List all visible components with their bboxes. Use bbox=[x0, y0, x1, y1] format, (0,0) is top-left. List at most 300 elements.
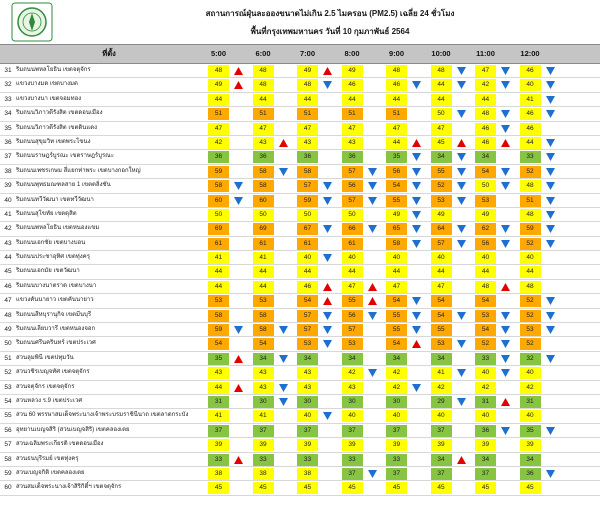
row-number: 44 bbox=[4, 254, 12, 262]
pm25-value-cell: 44 bbox=[342, 94, 363, 106]
pm25-value-cell: 37 bbox=[475, 468, 496, 480]
pm25-value-cell: 55 bbox=[431, 324, 452, 336]
triangle-down-icon bbox=[323, 182, 332, 190]
pm25-value-cell: 52 bbox=[520, 338, 541, 350]
pm25-value-cell: 40 bbox=[431, 410, 452, 422]
triangle-up-icon bbox=[368, 283, 377, 291]
pm25-value-cell: 40 bbox=[520, 79, 541, 91]
time-column-header: 8:00 bbox=[344, 49, 360, 58]
triangle-down-icon bbox=[546, 240, 555, 248]
station-name: แขวงบางนา เขตจอมทอง bbox=[16, 95, 82, 102]
triangle-down-icon bbox=[234, 197, 243, 205]
table-row bbox=[0, 150, 600, 164]
pm25-value-cell: 53 bbox=[297, 338, 318, 350]
pm25-value-cell: 31 bbox=[475, 396, 496, 408]
row-number: 39 bbox=[4, 182, 12, 190]
row-number: 36 bbox=[4, 138, 12, 146]
pm25-value-cell: 58 bbox=[208, 310, 229, 322]
pm25-value-cell: 52 bbox=[520, 238, 541, 250]
pm25-value-cell: 42 bbox=[342, 367, 363, 379]
pm25-value-cell: 45 bbox=[431, 482, 452, 494]
pm25-value-cell: 38 bbox=[253, 468, 274, 480]
table-row bbox=[0, 165, 600, 179]
triangle-up-icon bbox=[234, 355, 243, 363]
triangle-down-icon bbox=[457, 168, 466, 176]
pm25-value-cell: 37 bbox=[208, 425, 229, 437]
pm25-value-cell: 46 bbox=[475, 123, 496, 135]
pm25-value-cell: 40 bbox=[475, 367, 496, 379]
station-name: สวนวชิรเบญจทัศ เขตจตุจักร bbox=[16, 369, 90, 376]
triangle-down-icon bbox=[501, 355, 510, 363]
pm25-value-cell: 34 bbox=[431, 353, 452, 365]
triangle-down-icon bbox=[457, 110, 466, 118]
readings-table bbox=[0, 64, 600, 496]
row-number: 32 bbox=[4, 81, 12, 89]
pm25-value-cell: 67 bbox=[297, 223, 318, 235]
time-column-header: 10:00 bbox=[431, 49, 451, 58]
pm25-value-cell: 61 bbox=[342, 238, 363, 250]
row-number: 51 bbox=[4, 354, 12, 362]
triangle-down-icon bbox=[323, 312, 332, 320]
pm25-value-cell: 64 bbox=[431, 223, 452, 235]
triangle-down-icon bbox=[457, 398, 466, 406]
pm25-value-cell: 60 bbox=[253, 195, 274, 207]
station-name: สวนหลวง ร.9 เขตประเวศ bbox=[16, 397, 83, 404]
row-number: 43 bbox=[4, 239, 12, 247]
pm25-value-cell: 34 bbox=[297, 353, 318, 365]
triangle-down-icon bbox=[501, 369, 510, 377]
pm25-value-cell: 53 bbox=[431, 195, 452, 207]
table-row bbox=[0, 424, 600, 438]
pm25-value-cell: 36 bbox=[253, 151, 274, 163]
triangle-up-icon bbox=[323, 283, 332, 291]
pm25-value-cell: 57 bbox=[342, 324, 363, 336]
row-number: 45 bbox=[4, 268, 12, 276]
station-name: ริมถนนศรีนครินทร์ เขตประเวศ bbox=[16, 340, 96, 347]
pm25-value-cell: 42 bbox=[520, 382, 541, 394]
table-row bbox=[0, 409, 600, 423]
pm25-value-cell: 47 bbox=[431, 281, 452, 293]
station-name: แขวงคันนายาว เขตคันนายาว bbox=[16, 297, 94, 304]
report-title: สถานการณ์ฝุ่นละอองขนาดไม่เกิน 2.5 ไมครอน (PM2.5) เฉลี่ย 24 ชั่วโมง bbox=[205, 9, 455, 18]
pm25-value-cell: 44 bbox=[208, 94, 229, 106]
pm25-value-cell: 43 bbox=[297, 137, 318, 149]
pm25-value-cell: 44 bbox=[520, 137, 541, 149]
triangle-down-icon bbox=[546, 211, 555, 219]
triangle-down-icon bbox=[412, 81, 421, 89]
pm25-value-cell: 30 bbox=[253, 396, 274, 408]
triangle-down-icon bbox=[457, 312, 466, 320]
pm25-value-cell: 36 bbox=[520, 468, 541, 480]
pm25-value-cell: 65 bbox=[386, 223, 407, 235]
triangle-up-icon bbox=[234, 456, 243, 464]
pm25-value-cell: 47 bbox=[342, 281, 363, 293]
triangle-down-icon bbox=[501, 427, 510, 435]
pm25-value-cell: 45 bbox=[342, 482, 363, 494]
location-column-header: ที่ตั้ง bbox=[102, 49, 116, 58]
pm25-value-cell: 60 bbox=[208, 195, 229, 207]
pm25-value-cell: 55 bbox=[431, 166, 452, 178]
pm25-value-cell: 46 bbox=[520, 108, 541, 120]
pm25-value-cell: 47 bbox=[342, 123, 363, 135]
pm25-value-cell: 34 bbox=[431, 454, 452, 466]
pm25-value-cell: 47 bbox=[208, 123, 229, 135]
row-number: 56 bbox=[4, 426, 12, 434]
pm25-value-cell: 37 bbox=[297, 425, 318, 437]
pm25-value-cell: 44 bbox=[342, 266, 363, 278]
pm25-value-cell: 42 bbox=[208, 137, 229, 149]
pm25-value-cell: 44 bbox=[520, 266, 541, 278]
pm25-value-cell: 57 bbox=[297, 310, 318, 322]
pm25-value-cell: 69 bbox=[253, 223, 274, 235]
pm25-value-cell: 54 bbox=[297, 295, 318, 307]
table-row bbox=[0, 294, 600, 308]
triangle-down-icon bbox=[546, 110, 555, 118]
pm25-value-cell: 54 bbox=[431, 295, 452, 307]
pm25-value-cell: 48 bbox=[297, 79, 318, 91]
triangle-down-icon bbox=[279, 326, 288, 334]
pm25-value-cell: 35 bbox=[208, 353, 229, 365]
triangle-up-icon bbox=[234, 81, 243, 89]
pm25-value-cell: 52 bbox=[520, 166, 541, 178]
row-number: 37 bbox=[4, 153, 12, 161]
triangle-down-icon bbox=[368, 225, 377, 233]
table-row bbox=[0, 136, 600, 150]
pm25-value-cell: 51 bbox=[342, 108, 363, 120]
pm25-value-cell: 48 bbox=[520, 180, 541, 192]
pm25-value-cell: 33 bbox=[386, 454, 407, 466]
pm25-value-cell: 40 bbox=[431, 252, 452, 264]
pm25-value-cell: 48 bbox=[386, 65, 407, 77]
pm25-value-cell: 57 bbox=[342, 195, 363, 207]
row-number: 34 bbox=[4, 110, 12, 118]
pm25-value-cell: 41 bbox=[208, 252, 229, 264]
pm25-value-cell: 51 bbox=[520, 195, 541, 207]
pm25-value-cell: 53 bbox=[342, 338, 363, 350]
pm25-value-cell: 37 bbox=[431, 425, 452, 437]
report-subtitle: พื้นที่กรุงเทพมหานคร วันที่ 10 กุมภาพันธ์ 2564 bbox=[250, 27, 410, 36]
station-name: ริมถนนราษฎร์บูรณะ เขตราษฎร์บูรณะ bbox=[16, 153, 114, 160]
pm25-value-cell: 44 bbox=[475, 94, 496, 106]
pm25-value-cell: 39 bbox=[297, 439, 318, 451]
pm25-value-cell: 37 bbox=[342, 425, 363, 437]
pm25-value-cell: 45 bbox=[297, 482, 318, 494]
pm25-value-cell: 49 bbox=[342, 65, 363, 77]
pm25-value-cell: 38 bbox=[297, 468, 318, 480]
table-row bbox=[0, 251, 600, 265]
pm25-value-cell: 46 bbox=[520, 65, 541, 77]
station-name: สวนสมเด็จพระนางเจ้าสิริกิติ์ฯ เขตจตุจักร bbox=[16, 484, 122, 491]
triangle-down-icon bbox=[412, 168, 421, 176]
time-column-header: 9:00 bbox=[388, 49, 404, 58]
station-name: ริมถนนวิภาวดีรังสิต เขตดินแดง bbox=[16, 124, 98, 131]
pm25-value-cell: 45 bbox=[253, 482, 274, 494]
triangle-down-icon bbox=[457, 240, 466, 248]
pm25-value-cell: 57 bbox=[342, 166, 363, 178]
pm25-value-cell: 52 bbox=[520, 310, 541, 322]
triangle-down-icon bbox=[412, 211, 421, 219]
triangle-down-icon bbox=[546, 297, 555, 305]
triangle-down-icon bbox=[323, 225, 332, 233]
pm25-value-cell: 44 bbox=[386, 94, 407, 106]
pm25-value-cell: 34 bbox=[386, 353, 407, 365]
pm25-value-cell: 31 bbox=[208, 396, 229, 408]
pm25-value-cell: 43 bbox=[253, 137, 274, 149]
pm25-value-cell: 58 bbox=[253, 180, 274, 192]
pm25-value-cell: 50 bbox=[208, 209, 229, 221]
pm25-value-cell: 51 bbox=[208, 108, 229, 120]
pm25-value-cell: 58 bbox=[253, 166, 274, 178]
row-number: 59 bbox=[4, 469, 12, 477]
station-name: ริมถนนเพชรเกษม สี่แยกท่าพระ เขตบางกอกใหญ่ bbox=[16, 167, 141, 174]
pm25-value-cell: 48 bbox=[520, 281, 541, 293]
pm25-value-cell: 35 bbox=[520, 425, 541, 437]
table-row bbox=[0, 93, 600, 107]
pm25-value-cell: 39 bbox=[431, 439, 452, 451]
pm25-value-cell: 39 bbox=[386, 439, 407, 451]
pm25-value-cell: 40 bbox=[475, 252, 496, 264]
pm25-value-cell: 47 bbox=[386, 281, 407, 293]
station-name: สวนเบญจกิติ เขตคลองเตย bbox=[16, 469, 85, 476]
triangle-down-icon bbox=[323, 254, 332, 262]
row-number: 53 bbox=[4, 383, 12, 391]
triangle-up-icon bbox=[234, 67, 243, 75]
pm25-value-cell: 44 bbox=[208, 382, 229, 394]
row-number: 41 bbox=[4, 210, 12, 218]
pm25-value-cell: 50 bbox=[297, 209, 318, 221]
pm25-value-cell: 52 bbox=[520, 295, 541, 307]
pm25-value-cell: 44 bbox=[208, 266, 229, 278]
table-row bbox=[0, 352, 600, 366]
pm25-value-cell: 57 bbox=[297, 180, 318, 192]
row-number: 57 bbox=[4, 441, 12, 449]
pm25-value-cell: 46 bbox=[342, 79, 363, 91]
pm25-value-cell: 49 bbox=[297, 65, 318, 77]
pm25-value-cell: 42 bbox=[386, 382, 407, 394]
row-number: 47 bbox=[4, 297, 12, 305]
pm25-value-cell: 48 bbox=[208, 65, 229, 77]
pm25-value-cell: 59 bbox=[208, 166, 229, 178]
pm25-value-cell: 39 bbox=[208, 439, 229, 451]
pm25-value-cell: 44 bbox=[208, 281, 229, 293]
pm25-value-cell: 45 bbox=[386, 482, 407, 494]
triangle-down-icon bbox=[546, 168, 555, 176]
station-name: สวนลุมพินี เขตปทุมวัน bbox=[16, 354, 74, 361]
station-name: ริมถนนสีหบุรานุกิจ เขตมีนบุรี bbox=[16, 311, 92, 318]
pm25-value-cell: 40 bbox=[386, 252, 407, 264]
pm25-value-cell: 38 bbox=[208, 468, 229, 480]
triangle-up-icon bbox=[457, 139, 466, 147]
pm25-value-cell: 48 bbox=[520, 209, 541, 221]
triangle-down-icon bbox=[546, 81, 555, 89]
pm25-value-cell: 54 bbox=[386, 180, 407, 192]
pm25-value-cell: 42 bbox=[431, 382, 452, 394]
row-number: 50 bbox=[4, 340, 12, 348]
pm25-value-cell: 39 bbox=[253, 439, 274, 451]
row-number: 48 bbox=[4, 311, 12, 319]
triangle-down-icon bbox=[546, 197, 555, 205]
triangle-up-icon bbox=[412, 139, 421, 147]
table-row bbox=[0, 481, 600, 495]
triangle-down-icon bbox=[546, 427, 555, 435]
table-row bbox=[0, 222, 600, 236]
pm25-value-cell: 43 bbox=[342, 382, 363, 394]
triangle-down-icon bbox=[501, 81, 510, 89]
pm25-value-cell: 53 bbox=[431, 338, 452, 350]
pm25-value-cell: 59 bbox=[208, 324, 229, 336]
row-number: 42 bbox=[4, 225, 12, 233]
triangle-down-icon bbox=[368, 168, 377, 176]
pm25-value-cell: 35 bbox=[386, 151, 407, 163]
pm25-value-cell: 37 bbox=[386, 468, 407, 480]
triangle-down-icon bbox=[368, 312, 377, 320]
pm25-value-cell: 53 bbox=[253, 295, 274, 307]
pm25-value-cell: 47 bbox=[253, 123, 274, 135]
station-name: สวนธนบุรีรมย์ เขตทุ่งครุ bbox=[16, 455, 79, 462]
pm25-value-cell: 66 bbox=[342, 223, 363, 235]
pm25-value-cell: 61 bbox=[253, 238, 274, 250]
pm25-value-cell: 30 bbox=[297, 396, 318, 408]
station-name: ริมถนนเอกมัย เขตวัฒนา bbox=[16, 268, 80, 275]
pm25-value-cell: 47 bbox=[386, 123, 407, 135]
triangle-down-icon bbox=[412, 312, 421, 320]
triangle-down-icon bbox=[457, 340, 466, 348]
pm25-value-cell: 51 bbox=[253, 108, 274, 120]
triangle-up-icon bbox=[368, 297, 377, 305]
triangle-down-icon bbox=[546, 67, 555, 75]
pm25-value-cell: 44 bbox=[253, 266, 274, 278]
triangle-down-icon bbox=[546, 470, 555, 478]
pm25-value-cell: 47 bbox=[297, 123, 318, 135]
row-number: 54 bbox=[4, 397, 12, 405]
pm25-value-cell: 34 bbox=[342, 353, 363, 365]
pm25-value-cell: 41 bbox=[208, 410, 229, 422]
time-column-header: 12:00 bbox=[520, 49, 540, 58]
table-row bbox=[0, 194, 600, 208]
table-row bbox=[0, 453, 600, 467]
pm25-value-cell: 41 bbox=[431, 367, 452, 379]
triangle-down-icon bbox=[501, 67, 510, 75]
triangle-down-icon bbox=[457, 153, 466, 161]
pm25-value-cell: 55 bbox=[386, 324, 407, 336]
row-number: 35 bbox=[4, 124, 12, 132]
triangle-down-icon bbox=[546, 96, 555, 104]
triangle-up-icon bbox=[501, 398, 510, 406]
pm25-value-cell: 41 bbox=[520, 94, 541, 106]
pm25-value-cell: 54 bbox=[208, 338, 229, 350]
pm25-value-cell: 69 bbox=[208, 223, 229, 235]
pm25-value-cell: 55 bbox=[386, 195, 407, 207]
triangle-down-icon bbox=[501, 110, 510, 118]
table-row bbox=[0, 467, 600, 481]
triangle-down-icon bbox=[323, 326, 332, 334]
table-row bbox=[0, 237, 600, 251]
station-name: ริมถนนบางนาตราด เขตบางนา bbox=[16, 282, 97, 289]
pm25-value-cell: 54 bbox=[386, 338, 407, 350]
row-number: 38 bbox=[4, 167, 12, 175]
pm25-value-cell: 46 bbox=[297, 281, 318, 293]
pm25-value-cell: 56 bbox=[342, 310, 363, 322]
pm25-value-cell: 55 bbox=[342, 295, 363, 307]
pm25-value-cell: 33 bbox=[475, 353, 496, 365]
pm25-value-cell: 43 bbox=[297, 382, 318, 394]
time-column-header: 11:00 bbox=[476, 49, 495, 58]
pm25-value-cell: 36 bbox=[297, 151, 318, 163]
pm25-value-cell: 44 bbox=[431, 79, 452, 91]
triangle-down-icon bbox=[323, 81, 332, 89]
pm25-value-cell: 48 bbox=[431, 65, 452, 77]
pm25-value-cell: 29 bbox=[431, 396, 452, 408]
pm25-value-cell: 62 bbox=[475, 223, 496, 235]
pm25-value-cell: 43 bbox=[297, 367, 318, 379]
pm25-value-cell: 54 bbox=[475, 166, 496, 178]
pm25-value-cell: 47 bbox=[431, 123, 452, 135]
triangle-up-icon bbox=[457, 456, 466, 464]
triangle-down-icon bbox=[323, 340, 332, 348]
triangle-up-icon bbox=[323, 297, 332, 305]
triangle-down-icon bbox=[279, 168, 288, 176]
triangle-down-icon bbox=[457, 369, 466, 377]
triangle-down-icon bbox=[457, 81, 466, 89]
pm25-value-cell: 57 bbox=[431, 238, 452, 250]
pm25-value-cell: 45 bbox=[208, 482, 229, 494]
pm25-value-cell: 53 bbox=[208, 295, 229, 307]
pm25-value-cell: 55 bbox=[386, 310, 407, 322]
station-name: สวนจตุจักร เขตจตุจักร bbox=[16, 383, 75, 390]
table-header bbox=[0, 44, 600, 64]
triangle-down-icon bbox=[546, 355, 555, 363]
station-name: ริมถนนพุทธมณฑลสาย 1 เขตตลิ่งชัน bbox=[16, 182, 111, 189]
triangle-down-icon bbox=[412, 297, 421, 305]
triangle-down-icon bbox=[323, 197, 332, 205]
pm25-value-cell: 50 bbox=[475, 180, 496, 192]
pm25-value-cell: 41 bbox=[253, 252, 274, 264]
row-number: 58 bbox=[4, 455, 12, 463]
pm25-value-cell: 40 bbox=[297, 252, 318, 264]
station-name: ริมถนนเอกชัย เขตบางบอน bbox=[16, 239, 86, 246]
pm25-value-cell: 44 bbox=[297, 94, 318, 106]
time-column-header: 6:00 bbox=[255, 49, 271, 58]
pm25-value-cell: 36 bbox=[342, 151, 363, 163]
pm25-value-cell: 56 bbox=[342, 180, 363, 192]
table-row bbox=[0, 265, 600, 279]
station-name: สวนเฉลิมพระเกียรติ เขตดอนเมือง bbox=[16, 441, 104, 448]
station-name: แขวงบางมด เขตบางมด bbox=[16, 81, 78, 88]
table-row bbox=[0, 179, 600, 193]
pm25-value-cell: 52 bbox=[475, 338, 496, 350]
pm25-value-cell: 48 bbox=[253, 79, 274, 91]
pm25-value-cell: 42 bbox=[386, 367, 407, 379]
pm25-value-cell: 43 bbox=[208, 367, 229, 379]
triangle-down-icon bbox=[279, 384, 288, 392]
pm25-value-cell: 30 bbox=[386, 396, 407, 408]
triangle-down-icon bbox=[546, 153, 555, 161]
time-column-header: 5:00 bbox=[210, 49, 226, 58]
row-number: 31 bbox=[4, 67, 12, 74]
pm25-value-cell: 44 bbox=[386, 137, 407, 149]
pm25-value-cell: 34 bbox=[520, 454, 541, 466]
pm25-value-cell: 49 bbox=[208, 79, 229, 91]
triangle-down-icon bbox=[279, 398, 288, 406]
pm25-value-cell: 40 bbox=[520, 367, 541, 379]
pm25-value-cell: 44 bbox=[253, 94, 274, 106]
pm25-value-cell: 52 bbox=[431, 180, 452, 192]
triangle-down-icon bbox=[412, 153, 421, 161]
station-name: ริมถนนเลียบวารี เขตหนองจอก bbox=[16, 326, 96, 333]
pm25-value-cell: 46 bbox=[475, 137, 496, 149]
pm25-value-cell: 44 bbox=[253, 281, 274, 293]
triangle-down-icon bbox=[279, 355, 288, 363]
